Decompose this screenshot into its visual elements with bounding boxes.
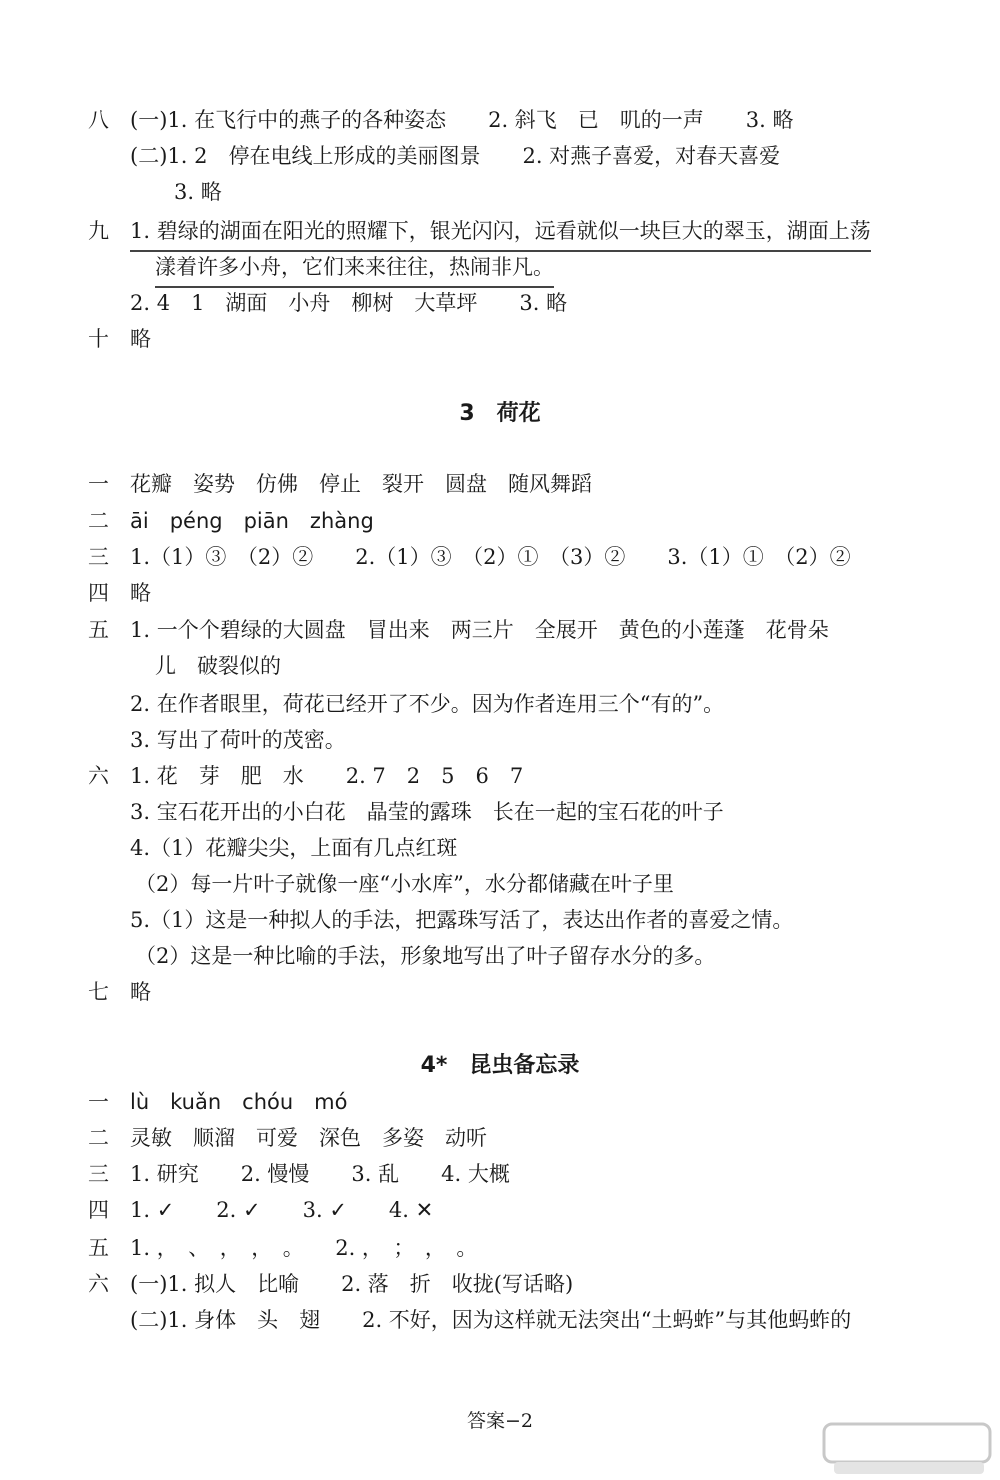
answer-line (0, 466, 1000, 502)
answer-line (0, 174, 1000, 210)
question-number: 四 (88, 1198, 109, 1222)
answer-text: （2）这是一种比喻的手法，形象地写出了叶子留存水分的多。 (135, 944, 716, 968)
answer-text: (一)1. 拟人 比喻 2. 落 折 收拢(写话略) (130, 1272, 574, 1296)
answer-text: 4.（1）花瓣尖尖，上面有几点红斑 (130, 836, 458, 860)
question-number: 七 (88, 980, 109, 1004)
question-number: 六 (88, 1272, 109, 1296)
answer-line (0, 102, 1000, 138)
answer-text: 略 (130, 327, 151, 351)
answer-line (0, 722, 1000, 758)
answer-text: (一)1. 在飞行中的燕子的各种姿态 2. 斜飞 已 叽的一声 3. 略 (130, 108, 794, 132)
question-number: 三 (88, 1162, 109, 1186)
answer-line (0, 686, 1000, 722)
question-number: 三 (88, 545, 109, 569)
question-number: 一 (88, 1090, 109, 1114)
question-number: 十 (88, 327, 109, 351)
answer-line (0, 503, 1000, 539)
answer-line (0, 1120, 1000, 1156)
answer-line (0, 1156, 1000, 1192)
answer-text: 3. 宝石花开出的小白花 晶莹的露珠 长在一起的宝石花的叶子 (130, 800, 724, 824)
answer-line (0, 830, 1000, 866)
answer-text: 略 (130, 980, 151, 1004)
answer-text: 1. 花 芽 肥 水 2. 7 2 5 6 7 (130, 764, 524, 788)
answer-text: 2. 在作者眼里，荷花已经开了不少。因为作者连用三个“有的”。 (130, 692, 725, 716)
answer-text: 漾着许多小舟，它们来来往往，热闹非凡。 (155, 249, 554, 288)
answer-line (0, 1302, 1000, 1338)
answer-text: （2）每一片叶子就像一座“小水库”，水分都储藏在叶子里 (135, 872, 674, 896)
answer-line (0, 138, 1000, 174)
question-number: 二 (88, 509, 109, 533)
answer-text: 1. ✓ 2. ✓ 3. ✓ 4. ✕ (130, 1198, 434, 1222)
question-number: 九 (88, 219, 109, 243)
answer-line (0, 794, 1000, 830)
answer-line (0, 213, 1000, 249)
question-number: 四 (88, 581, 109, 605)
answer-text: 3. 写出了荷叶的茂密。 (130, 728, 346, 752)
section-heading: 3 荷花 (459, 401, 541, 426)
page-footer: 答案−2 (466, 1410, 533, 1432)
answer-line (0, 1084, 1000, 1120)
answer-text: āi péng piān zhàng (130, 509, 374, 533)
answer-text: 3. 略 (174, 180, 222, 204)
answer-line (0, 575, 1000, 611)
answer-text: (二)1. 2 停在电线上形成的美丽图景 2. 对燕子喜爱，对春天喜爱 (130, 144, 781, 168)
answer-text: 1. 碧绿的湖面在阳光的照耀下，银光闪闪，远看就似一块巨大的翠玉，湖面上荡 (130, 213, 871, 252)
question-number: 一 (88, 472, 109, 496)
answer-text: 1. 研究 2. 慢慢 3. 乱 4. 大概 (130, 1162, 510, 1186)
answer-text: 略 (130, 581, 151, 605)
section-heading: 4* 昆虫备忘录 (420, 1053, 580, 1078)
answer-line (0, 249, 1000, 285)
answer-text: 儿 破裂似的 (155, 654, 281, 678)
answer-text: 1. ， 、 ， ， 。 2. ， ； ， 。 (130, 1236, 478, 1260)
question-number: 二 (88, 1126, 109, 1150)
answer-text: 2. 4 1 湖面 小舟 柳树 大草坪 3. 略 (130, 291, 568, 315)
answer-line (0, 758, 1000, 794)
answer-line (0, 1230, 1000, 1266)
answer-text: lù kuǎn chóu mó (130, 1090, 348, 1114)
answer-line (0, 866, 1000, 902)
answer-line (0, 974, 1000, 1010)
answer-line (0, 1266, 1000, 1302)
answer-text: (二)1. 身体 头 翅 2. 不好，因为这样就无法突出“土蚂蚱”与其他蚂蚱的 (130, 1308, 852, 1332)
question-number: 五 (88, 618, 109, 642)
answer-line (0, 285, 1000, 321)
answer-line (0, 902, 1000, 938)
answer-text: 1.（1）③ （2）② 2.（1）③ （2）① （3）② 3.（1）① （2）② (130, 545, 851, 569)
answer-line (0, 938, 1000, 974)
answer-line (0, 648, 1000, 684)
question-number: 五 (88, 1236, 109, 1260)
answer-text: 灵敏 顺溜 可爱 深色 多姿 动听 (130, 1126, 487, 1150)
answer-text: 花瓣 姿势 仿佛 停止 裂开 圆盘 随风舞蹈 (130, 472, 592, 496)
answer-line (0, 1192, 1000, 1228)
answer-line (0, 612, 1000, 648)
answer-line (0, 321, 1000, 357)
question-number: 八 (88, 108, 109, 132)
answer-text: 1. 一个个碧绿的大圆盘 冒出来 两三片 全展开 黄色的小莲蓬 花骨朵 (130, 618, 829, 642)
answer-text: 5.（1）这是一种拟人的手法，把露珠写活了，表达出作者的喜爱之情。 (130, 908, 794, 932)
watermark-logo (822, 1418, 992, 1476)
answer-line (0, 539, 1000, 575)
question-number: 六 (88, 764, 109, 788)
